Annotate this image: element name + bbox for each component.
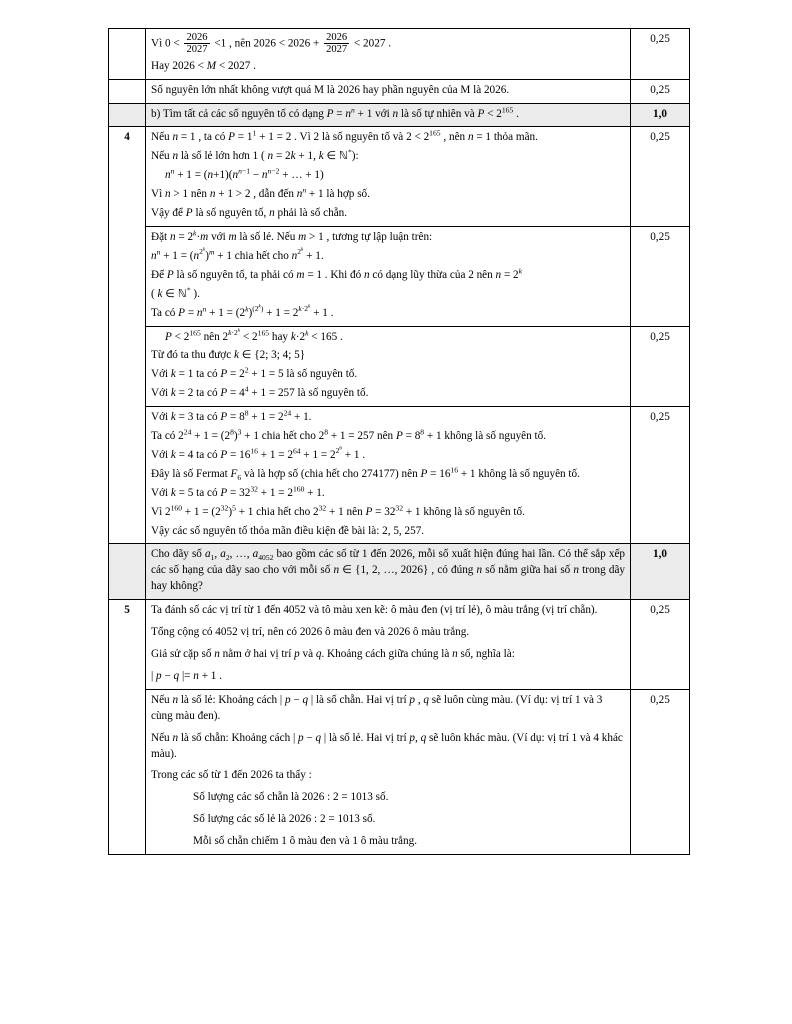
row-score: 0,25 <box>631 79 690 103</box>
row-content <box>146 407 631 544</box>
text-line: b) Tìm tất cả các số nguyên tố có dạng $P = n^n + 1$ với n là số tự nhiên và $P < 2^{165}$ . <box>151 104 519 120</box>
fraction-2026-2027: $\frac{2026}{2027}$ <box>186 32 208 56</box>
row-score: 1,0 <box>631 103 690 127</box>
text-line: Nếu n là số lẻ lớn hơn 1 ( n = 2k + 1, k ∈ ℕ*): <box>151 147 359 163</box>
row-score: 0,25 <box>631 226 690 326</box>
fraction-2026-2027-b: $\frac{2026}{2027}$ <box>326 32 348 56</box>
table-row <box>109 689 690 854</box>
row-score: 0,25 <box>631 127 690 227</box>
text-line: Với k = 4 ta có $P = 16^{16} + 1 = 2^{64} + 1 = 2^{2^6} + 1$ . <box>151 445 366 461</box>
text-line: Ta đánh số các vị trí từ 1 đến 4052 và tô màu xen kẽ: ô màu đen (vị trí lẻ), ô màu trắng (vị trí chẵn). <box>151 604 598 617</box>
text-line: Số lượng các số chẵn là 2026 : 2 = 1013 số. <box>193 791 389 804</box>
row-index <box>109 79 146 103</box>
text-line: Số nguyên lớn nhất không vượt quá M là 2026 hay phần nguyên của M là 2026. <box>151 83 510 96</box>
row-score: 0,25 <box>631 29 690 80</box>
text-line: Số lượng các số lẻ là 2026 : 2 = 1013 số. <box>193 813 376 826</box>
text-line: Với k = 5 ta có $P = 32^{32} + 1 = 2^{160} + 1$. <box>151 484 325 499</box>
text-line: Vậy để P là số nguyên tố, n phải là số chẵn. <box>151 207 348 220</box>
text-line: $n^n + 1 = (n^{2^k})^m + 1$ chia hết cho $n^{2^k} + 1$. <box>151 246 324 262</box>
row-score: 0,25 <box>631 600 690 690</box>
text-line: Đặt $n = 2^k\cdot m$ với m là số lẻ. Nếu m > 1 , tương tự lập luận trên: <box>151 228 433 243</box>
text-line: Đây là số Fermat $F_6$ và là hợp số (chia hết cho 274177) nên $P = 16^{16} + 1$ không là số nguyên tố. <box>151 465 580 483</box>
text-line: Mỗi số chẵn chiếm 1 ô màu đen và 1 ô màu trắng. <box>193 835 418 848</box>
text-line: Từ đó ta thu được k ∈ {2; 3; 4; 5} <box>151 349 306 362</box>
question-statement-5 <box>146 544 631 600</box>
row-index-4: 4 <box>109 127 146 544</box>
text-line: $n^n + 1 = (n+1)(n^{n-1} - n^{n-2}$ + … + 1) <box>165 166 324 182</box>
row-score: 0,25 <box>631 326 690 407</box>
table-row <box>109 127 690 227</box>
row-content <box>146 79 631 103</box>
table-row <box>109 29 690 80</box>
row-score: 1,0 <box>631 544 690 600</box>
math-line: Vì 0 < $\frac{2026}{2027}$ <1 , nên 2026 < 2026 + $\frac{2026}{2027}$ < 2027 . <box>151 32 392 56</box>
text-line: Với k = 1 ta có $P = 2^2 + 1 = 5$ là số nguyên tố. <box>151 365 358 381</box>
text-line: Nếu n = 1 , ta có $P = 1^1 + 1 = 2$ . Vì 2 là số nguyên tố và $2 < 2^{165}$ , nên n = 1 thỏa mãn. <box>151 128 538 144</box>
row-score: 0,25 <box>631 407 690 544</box>
text-line: ( k ∈ ℕ* ). <box>151 284 200 300</box>
table-row <box>109 326 690 407</box>
table-row <box>109 226 690 326</box>
text-line: Hay 2026 < M < 2027 . <box>151 59 256 72</box>
table-row-question-5 <box>109 544 690 600</box>
text-line: Nếu n là số chẵn: Khoảng cách | p − q | là số lẻ. Hai vị trí p, q sẽ luôn khác màu. (Ví dụ: vị trí 1 và 4 khác màu). <box>151 731 623 760</box>
text-line: Với k = 3 ta có $P = 8^8 + 1 = 2^{24} + 1$. <box>151 408 312 424</box>
text-line: Ta có $P = n^n + 1 = (2^k)^{(2^k)} + 1 = 2^{k\cdot 2^k} + 1$ . <box>151 303 334 319</box>
answer-key-page <box>108 28 686 855</box>
text-line: Vì n > 1 nên n + 1 > 2 , dẫn đến $n^n + 1$ là hợp số. <box>151 185 370 201</box>
row-index <box>109 544 146 600</box>
table-row <box>109 407 690 544</box>
text-line: Trong các số từ 1 đến 2026 ta thấy : <box>151 769 312 782</box>
row-score: 0,25 <box>631 689 690 854</box>
text-line: Vậy các số nguyên tố thỏa mãn điều kiện đề bài là: 2, 5, 257. <box>151 524 425 537</box>
text-line: Để P là số nguyên tố, ta phải có m = 1 . Khi đó n có dạng lũy thừa của 2 nên $n = 2^k$ <box>151 266 523 281</box>
text-line: Giả sử cặp số n nằm ở hai vị trí p và q. Khoảng cách giữa chúng là n số, nghĩa là: <box>151 648 515 660</box>
text-line: Ta có $2^{24} + 1 = (2^8)^3 + 1$ chia hết cho $2^8 + 1 = 257$ nên $P = 8^8 + 1$ không là số nguyên tố. <box>151 427 547 443</box>
row-content <box>146 29 631 80</box>
text-line: Cho dãy số $a_1$, $a_2$, …, $a_{4052}$ bao gồm các số từ 1 đến 2026, mỗi số xuất hiện đúng hai lần. Có thể sắp xếp các số hạng của dãy sao cho với mỗi số n ∈ {1, 2, …, 2026} , có đúng n số nằm giữa hai số n trong dãy hay không? <box>151 548 626 593</box>
row-content <box>146 600 631 690</box>
row-index-5: 5 <box>109 600 146 855</box>
text-line: Vì $2^{160} + 1 = (2^{32})^5 + 1$ chia hết cho $2^{32} + 1$ nên $P = 32^{32} + 1$ không là số nguyên tố. <box>151 502 525 518</box>
table-row <box>109 79 690 103</box>
text-line: Nếu n là số lẻ: Khoảng cách | p − q | là số chẵn. Hai vị trí p , q sẽ luôn cùng màu. (Ví dụ: vị trí 1 và 3 cùng màu đen). <box>151 693 603 722</box>
text-line: | p − q |= n + 1 . <box>151 669 222 682</box>
grading-table <box>108 28 690 855</box>
row-index <box>109 29 146 80</box>
row-content <box>146 127 631 227</box>
text-line: Tổng cộng có 4052 vị trí, nên có 2026 ô màu đen và 2026 ô màu trắng. <box>151 626 470 639</box>
row-index <box>109 103 146 127</box>
row-content <box>146 326 631 407</box>
text-line: Với k = 2 ta có $P = 4^4 + 1 = 257$ là số nguyên tố. <box>151 384 369 400</box>
table-row-question-b <box>109 103 690 127</box>
row-content <box>146 689 631 854</box>
row-content <box>146 226 631 326</box>
table-row <box>109 600 690 690</box>
text-line: $P < 2^{165}$ nên $2^{k\cdot 2^k} < 2^{165}$ hay $k\cdot 2^k < 165$ . <box>165 327 343 343</box>
question-statement-b <box>146 103 631 127</box>
